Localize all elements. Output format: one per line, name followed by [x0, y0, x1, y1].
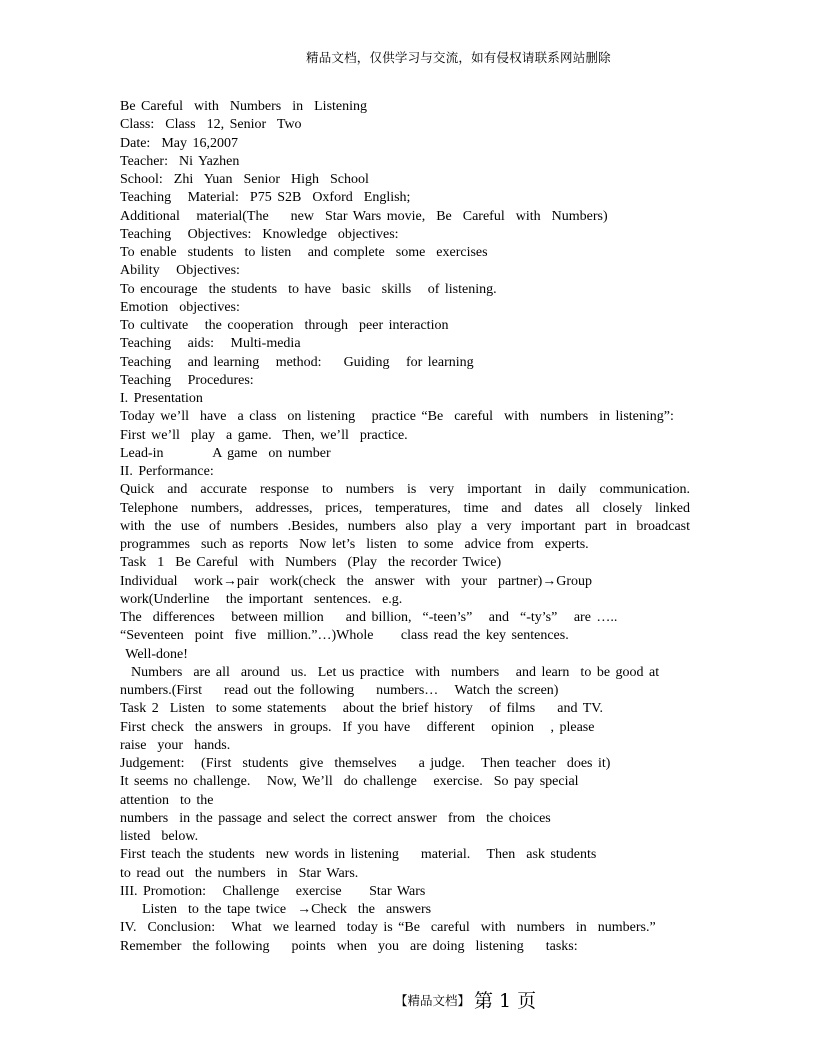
document-line: First we’ll play a game. Then, we’ll practice.	[120, 427, 408, 443]
document-line: Well-done!	[120, 646, 188, 662]
document-line: attention to the	[120, 792, 214, 808]
document-line: Individual work→pair work(check the answer with your partner)→Group	[120, 573, 593, 589]
document-line: Teaching Material: P75 S2B Oxford English;	[120, 190, 411, 206]
document-line: with the use of numbers .Besides, numbers also play a very important part in broadcast	[120, 518, 690, 534]
document-line: Numbers are all around us. Let us practice with numbers and learn to be good at	[120, 664, 660, 680]
document-line: Remember the following points when you are doing listening tasks:	[120, 938, 578, 954]
document-line: Today we’ll have a class on listening practice “Be careful with numbers in listening”:	[120, 409, 674, 425]
document-line: Teaching Objectives: Knowledge objectives:	[120, 226, 399, 242]
document-line: Listen to the tape twice →Check the answers	[120, 902, 432, 917]
document-line: Quick and accurate response to numbers is very important in daily communication.	[120, 482, 690, 498]
document-line: Date: May 16,2007	[120, 135, 238, 151]
document-line: numbers in the passage and select the correct answer from the choices	[120, 810, 551, 826]
page-number: 第 1 页	[474, 990, 537, 1012]
document-line: IV. Conclusion: What we learned today is “Be careful with numbers in numbers.”	[120, 920, 656, 936]
document-line: “Seventeen point five million.”…)Whole class read the key sentences.	[120, 628, 569, 644]
document-line: work(Underline the important sentences. e.g.	[120, 591, 403, 607]
document-line: First check the answers in groups. If you have different opinion , please	[120, 719, 595, 735]
document-line: raise your hands.	[120, 737, 231, 753]
document-line: Teaching aids: Multi-media	[120, 336, 301, 352]
document-line: II. Performance:	[120, 464, 214, 479]
document-line: First teach the students new words in listening material. Then ask students	[120, 847, 597, 863]
document-line: Class: Class 12, Senior Two	[120, 117, 302, 133]
document-line: Lead-in A game on number	[120, 445, 331, 461]
document-line: The differences between million and billion, “-teen’s” and “-ty’s” are …..	[120, 610, 618, 625]
document-line: Task 2 Listen to some statements about the brief history of films and TV.	[120, 701, 604, 717]
document-line: Additional material(The new Star Wars movie, Be Careful with Numbers)	[120, 208, 608, 224]
document-line: To enable students to listen and complete some exercises	[120, 245, 488, 260]
document-line: listed below.	[120, 829, 199, 844]
document-line: To encourage the students to have basic skills of listening.	[120, 281, 497, 297]
document-line: Telephone numbers, addresses, prices, temperatures, time and dates all closely linked	[120, 500, 690, 516]
document-body	[120, 98, 690, 956]
document-line: programmes such as reports Now let’s listen to some advice from experts.	[120, 537, 589, 552]
document-line: It seems no challenge. Now, We’ll do challenge exercise. So pay special	[120, 774, 579, 790]
footer-tag: 【精品文档】	[395, 993, 471, 1008]
document-line: numbers.(First read out the following numbers… Watch the screen)	[120, 683, 559, 698]
document-line: Teaching and learning method: Guiding for learning	[120, 354, 474, 370]
document-line: Judgement: (First students give themselves a judge. Then teacher does it)	[120, 756, 611, 771]
page-footer	[395, 986, 536, 1013]
document-line: To cultivate the cooperation through peer interaction	[120, 318, 449, 333]
document-line: to read out the numbers in Star Wars.	[120, 865, 359, 881]
document-line: Emotion objectives:	[120, 299, 240, 315]
document-line: Teaching Procedures:	[120, 372, 254, 388]
document-line: Ability Objectives:	[120, 263, 240, 279]
document-line: School: Zhi Yuan Senior High School	[120, 172, 369, 187]
document-line: Teacher: Ni Yazhen	[120, 153, 240, 169]
page-header-watermark: 精品文档，仅供学习与交流，如有侵权请联系网站删除	[306, 50, 611, 65]
document-line: I. Presentation	[120, 391, 203, 406]
document-line: Task 1 Be Careful with Numbers (Play the recorder Twice)	[120, 555, 502, 571]
document-line: III. Promotion: Challenge exercise Star Wars	[120, 883, 426, 899]
document-line: Be Careful with Numbers in Listening	[120, 99, 368, 114]
